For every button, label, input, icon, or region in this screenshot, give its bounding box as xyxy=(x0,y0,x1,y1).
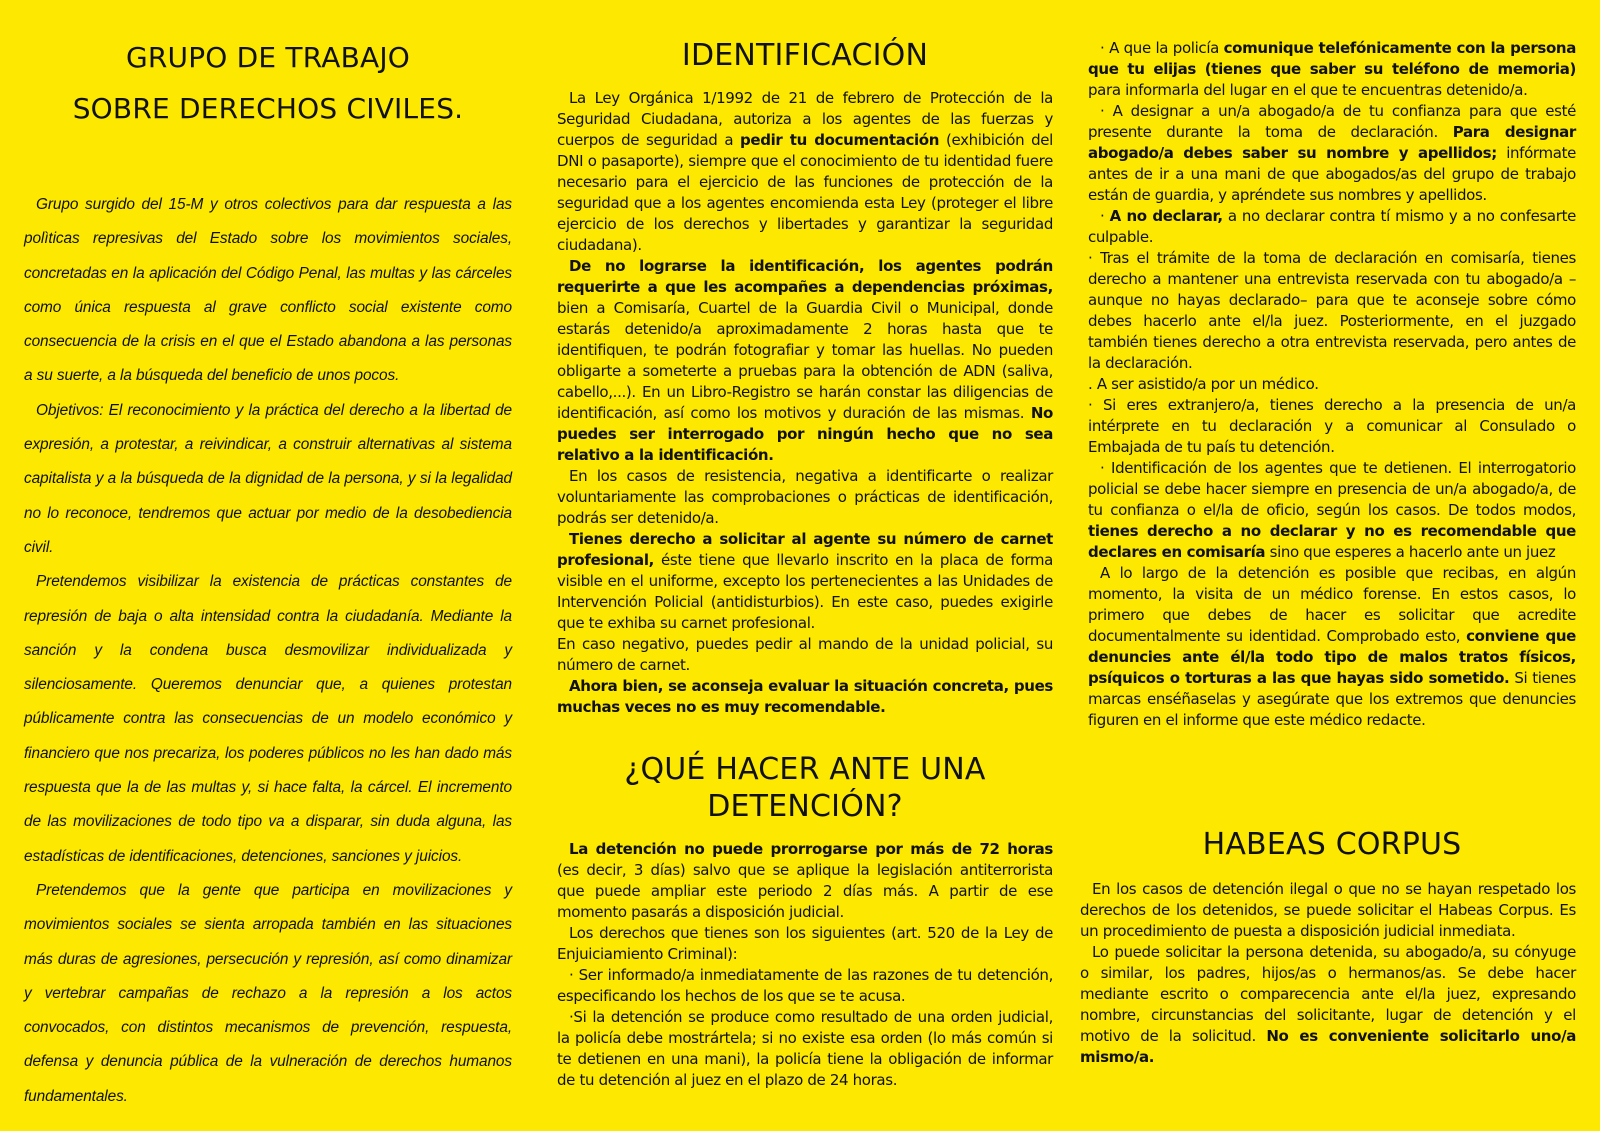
identificacion-text xyxy=(557,88,1053,718)
detencion-paragraph-2: Los derechos que tienes son los siguientes (art. 520 de la Ley de Enjuiciamiento Criminal): xyxy=(557,924,1053,963)
forense-paragraph: A lo largo de la detención es posible que recibas, en algún momento, la visita de un médico forense. En estos casos, lo primero que debes de hacer es solicitar que acredite documentalmente su identidad. Comprobado esto, conviene que denuncies ante él/la todo tipo de malos tratos físicos, psíquicos o torturas a las que hayas sido sometido. Si tienes marcas enséñaselas y asegúrate que los extremos que denuncies figuren en el informe que este médico redacte. xyxy=(1088,564,1576,729)
detencion-paragraph-4: ·Si la detención se produce como resultado de una orden judicial, la policía debe mostrártela; si no existe esa orden (lo más común si te detienen en una mani), la policía tiene la obligación de informar de tu detención al juez en el plazo de 24 horas. xyxy=(557,1008,1053,1089)
column-grupo-trabajo xyxy=(24,0,512,1114)
intro-paragraph-1: Grupo surgido del 15-M y otros colectivos para dar respuesta a las polìticas represivas del Estado sobre los movimientos sociales, concretadas en la aplicación del Código Penal, las multas y las cárceles como única respuesta al grave conflicto social existente como consecuencia de la crisis en el que el Estado abandona a las personas a su suerte, a la búsqueda del beneficio de unos pocos. xyxy=(24,196,512,385)
right-item-5: . A ser asistido/a por un médico. xyxy=(1088,375,1319,393)
ident-paragraph-6: Ahora bien, se aconseja evaluar la situación concreta, pues muchas veces no es muy recomendable. xyxy=(557,677,1053,716)
right-item-3: · A no declarar, a no declarar contra tí mismo y a no confesarte culpable. xyxy=(1088,207,1576,246)
title-line-2: SOBRE DERECHOS CIVILES. xyxy=(72,92,464,125)
right-item-4: · Tras el trámite de la toma de declaración en comisaría, tienes derecho a mantener una entrevista reservada con tu abogado/a – aunque no hayas declarado– para que te aconseje sobre cómo debes hacerlo ante el/la juez. Posteriormente, en el juzgado también tienes derecho a otra entrevista reservada, pero antes de la declaración. xyxy=(1088,249,1576,372)
right-item-7: · Identificación de los agentes que te detienen. El interrogatorio policial se debe hacer siempre en presencia de un/a abogado/a, de tu confianza o el/la de oficio, según los casos. De todos modos, tienes derecho a no declarar y no es recomendable que declares en comisaría sino que esperes a hacerlo ante un juez xyxy=(1088,459,1576,561)
column-identificacion-detencion xyxy=(557,0,1053,1091)
habeas-paragraph-1: En los casos de detención ilegal o que no se hayan respetado los derechos de los detenidos, se puede solicitar el Habeas Corpus. Es un procedimiento de puesta a disposición judicial inmediata. xyxy=(1080,880,1576,940)
intro-text xyxy=(24,188,512,1114)
intro-paragraph-3: Pretendemos visibilizar la existencia de prácticas constantes de represión de baja o alta intensidad contra la ciudadanía. Mediante la sanción y la condena busca desmovilizar individualizada y silenciosamente. Queremos denunciar que, a quienes protestan públicamente contra las consecuencias de un modelo económico y financiero que nos precariza, los poderes públicos no les han dado más respuesta que la de las multas y, si hace falta, la cárcel. El incremento de las movilizaciones de todo tipo va a disparar, sin duda alguna, las estadísticas de identificaciones, detenciones, sanciones y juicios. xyxy=(24,573,512,865)
ident-paragraph-3: En los casos de resistencia, negativa a identificarte o realizar voluntariamente las comprobaciones o prácticas de identificación, podrás ser detenido/a. xyxy=(557,467,1053,527)
right-item-2: · A designar a un/a abogado/a de tu confianza para que esté presente durante la toma de declaración. Para designar abogado/a debes saber su nombre y apellidos; infórmate antes de ir a una mani de que abogados/as del grupo de trabajo están de guardia, y apréndete sus nombres y apellidos. xyxy=(1088,102,1576,204)
ident-paragraph-2: De no lograrse la identificación, los agentes podrán requerirte a que les acompañes a dependencias próximas, bien a Comisaría, Cuartel de la Guardia Civil o Municipal, donde estarás detenido/a aproximadamente 2 horas hasta que te identifiquen, te podrán fotografiar y tomar las huellas. No pueden obligarte a someterte a pruebas para la obtención de ADN (saliva, cabello,...). En un Libro-Registro se harán constar las diligencias de identificación, así como los motivos y duración de las mismas. No puedes ser interrogado por ningún hecho que no sea relativo a la identificación. xyxy=(557,257,1053,464)
section-title-identificacion: IDENTIFICACIÓN xyxy=(681,38,929,73)
ident-paragraph-5: En caso negativo, puedes pedir al mando de la unidad policial, su número de carnet. xyxy=(557,635,1053,674)
habeas-text xyxy=(1080,879,1576,1068)
intro-paragraph-2: Objetivos: El reconocimiento y la práctica del derecho a la libertad de expresión, a protestar, a reivindicar, a construir alternativas al sistema capitalista y a la búsqueda de la dignidad de la persona, y si la legalidad no lo reconoce, tendremos que actuar por medio de la desobediencia civil. xyxy=(24,401,512,556)
right-item-6: · Si eres extranjero/a, tienes derecho a la presencia de un/a intérprete en tu declaración y a comunicar al Consulado o Embajada de tu país tu detención. xyxy=(1088,396,1576,456)
detencion-text xyxy=(557,839,1053,1091)
ident-paragraph-1: La Ley Orgánica 1/1992 de 21 de febrero de Protección de la Seguridad Ciudadana, autoriza a los agentes de las fuerzas y cuerpos de seguridad a pedir tu documentación (exhibición del DNI o pasaporte), siempre que el conocimiento de tu identidad fuere necesario para el ejercicio de las funciones de protección de la seguridad que a los agentes encomienda esta Ley (proteger el libre ejercicio de los derechos y libertades y garantizar la seguridad ciudadana). xyxy=(557,89,1053,254)
column-derechos-habeas xyxy=(1080,0,1576,1068)
habeas-paragraph-2: Lo puede solicitar la persona detenida, su abogado/a, su cónyuge o similar, los padres, hijos/as o hermanos/as. Se debe hacer mediante escrito o comparecencia ante el/la juez, expresando nombre, circunstancias del solicitante, lugar de detención y el motivo de la solicitud. No es conveniente solicitarlo uno/a mismo/a. xyxy=(1080,943,1576,1066)
detencion-paragraph-1: La detención no puede prorrogarse por más de 72 horas (es decir, 3 días) salvo que se aplique la legislación antiterrorista que puede ampliar este periodo 2 días más. A partir de ese momento pasarás a disposición judicial. xyxy=(557,840,1053,921)
page-title xyxy=(24,32,512,134)
intro-paragraph-4: Pretendemos que la gente que participa en movilizaciones y movimientos sociales se sienta arropada también en las situaciones más duras de agresiones, persecución y represión, así como dinamizar y vertebrar campañas de rechazo a la represión a los actos convocados, con distintos mecanismos de prevención, respuesta, defensa y denuncia pública de la vulneración de derechos humanos fundamentales. xyxy=(24,881,512,1105)
section-title-habeas-corpus: HABEAS CORPUS xyxy=(1202,827,1462,862)
ident-paragraph-4: Tienes derecho a solicitar al agente su número de carnet profesional, éste tiene que llevarlo inscrito en la placa de forma visible en el uniforme, excepto los pertenecientes a las Unidades de Intervención Policial (antidisturbios). En este caso, puedes exigirle que te exhiba su carnet profesional. xyxy=(557,530,1053,632)
section-title-detencion: ¿QUÉ HACER ANTE UNA DETENCIÓN? xyxy=(624,752,986,824)
title-line-1: GRUPO DE TRABAJO xyxy=(125,41,411,74)
detencion-paragraph-3: · Ser informado/a inmediatamente de las razones de tu detención, especificando los hechos de los que se te acusa. xyxy=(557,966,1053,1005)
right-item-1: · A que la policía comunique telefónicamente con la persona que tu elijas (tienes que saber su teléfono de memoria) para informarla del lugar en el que te encuentras detenido/a. xyxy=(1088,39,1576,99)
derechos-text xyxy=(1088,38,1576,731)
